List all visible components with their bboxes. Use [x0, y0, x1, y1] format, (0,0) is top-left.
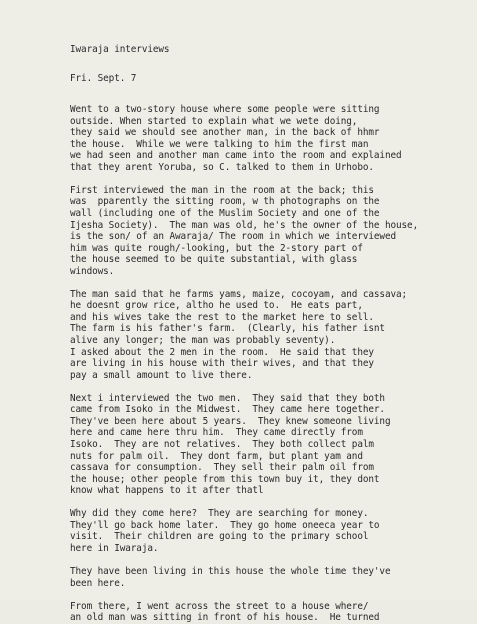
document-heading: Iwaraja interviews [70, 44, 170, 55]
paragraph-3 [70, 289, 451, 381]
text-line: The man said that he farms yams, maize, cocoyam, and cassava; [70, 288, 408, 300]
text-line: is the son/ of an Awaraja/ The room in which we interviewed [70, 231, 396, 243]
text-line: came from Isoko in the Midwest. They came here together. [70, 404, 385, 416]
paragraph-6 [70, 566, 451, 589]
text-line: They've been here about 5 years. They knew someone living [70, 415, 391, 427]
text-line: From there, I went across the street to a house where/ [70, 600, 369, 612]
paragraph-gap [70, 554, 451, 566]
text-line: was pparently the sitting room, w th photographs on the [70, 196, 380, 208]
text-line: the house seemed to be quite substantial, with glass [70, 254, 358, 266]
text-line: First interviewed the man in the room at the back; this [70, 184, 374, 196]
text-line: pay a small amount to live there. [70, 369, 253, 381]
text-line: the house; other people from this town buy it, they dont [70, 473, 380, 485]
text-line: we had seen and another man came into the room and explained [70, 150, 402, 162]
text-line: Went to a two-story house where some people were sitting [70, 104, 380, 116]
text-line: an old man was sitting in front of his house. He turned [70, 612, 380, 624]
text-line: visit. Their children are going to the primary school [70, 531, 369, 543]
paragraph-5 [70, 508, 451, 554]
text-line: Ijesha Society). The man was old, he's the owner of the house, [70, 219, 419, 231]
paragraph-1 [70, 104, 451, 173]
text-line: wall (including one of the Muslim Society and one of the [70, 208, 380, 220]
text-line: windows. [70, 265, 115, 277]
text-line: They'll go back home later. They go home oneeca year to [70, 519, 380, 531]
text-line: They have been living in this house the whole time they've [70, 565, 391, 577]
text-line: nuts for palm oil. They dont farm, but plant yam and [70, 450, 363, 462]
text-line: they said we should see another man, in the back of hhmr [70, 127, 380, 139]
text-line: cassava for consumption. They sell their palm oil from [70, 462, 374, 474]
text-line: here and came here thru him. They came directly from [70, 427, 363, 439]
text-line: that they arent Yoruba, so C. talked to them in Urhobo. [70, 161, 374, 173]
paragraph-gap [70, 277, 451, 289]
paragraph-gap [70, 173, 451, 185]
text-line: and his wives take the rest to the market here to sell. [70, 311, 374, 323]
paragraph-4 [70, 393, 451, 497]
text-line: been here. [70, 577, 126, 589]
text-line: he doesnt grow rice, altho he used to. He eats part, [70, 300, 363, 312]
paragraph-7 [70, 601, 451, 624]
text-line: The farm is his father's farm. (Clearly, his father isnt [70, 323, 385, 335]
text-line: are living in his house with their wives, and that they [70, 358, 374, 370]
paragraph-gap [70, 381, 451, 393]
text-line: alive any longer; the man was probably seventy). [70, 335, 336, 347]
document-date: Fri. Sept. 7 [70, 72, 137, 84]
text-line: Next i interviewed the two men. They said that they both [70, 392, 385, 404]
paragraph-gap [70, 589, 451, 601]
text-line: Isoko. They are not relatives. They both collect palm [70, 438, 374, 450]
text-line: Why did they come here? They are searching for money. [70, 508, 369, 520]
text-line: I asked about the 2 men in the room. He said that they [70, 346, 374, 358]
text-line: outside. When started to explain what we wete doing, [70, 115, 358, 127]
text-line: him was quite rough/-looking, but the 2-story part of [70, 242, 363, 254]
text-line: the house. While we were talking to him the first man [70, 138, 369, 150]
paragraph-gap [70, 497, 451, 509]
text-line: know what happens to it after thatl [70, 485, 264, 497]
text-line: here in Iwaraja. [70, 542, 159, 554]
paragraph-2 [70, 185, 451, 277]
